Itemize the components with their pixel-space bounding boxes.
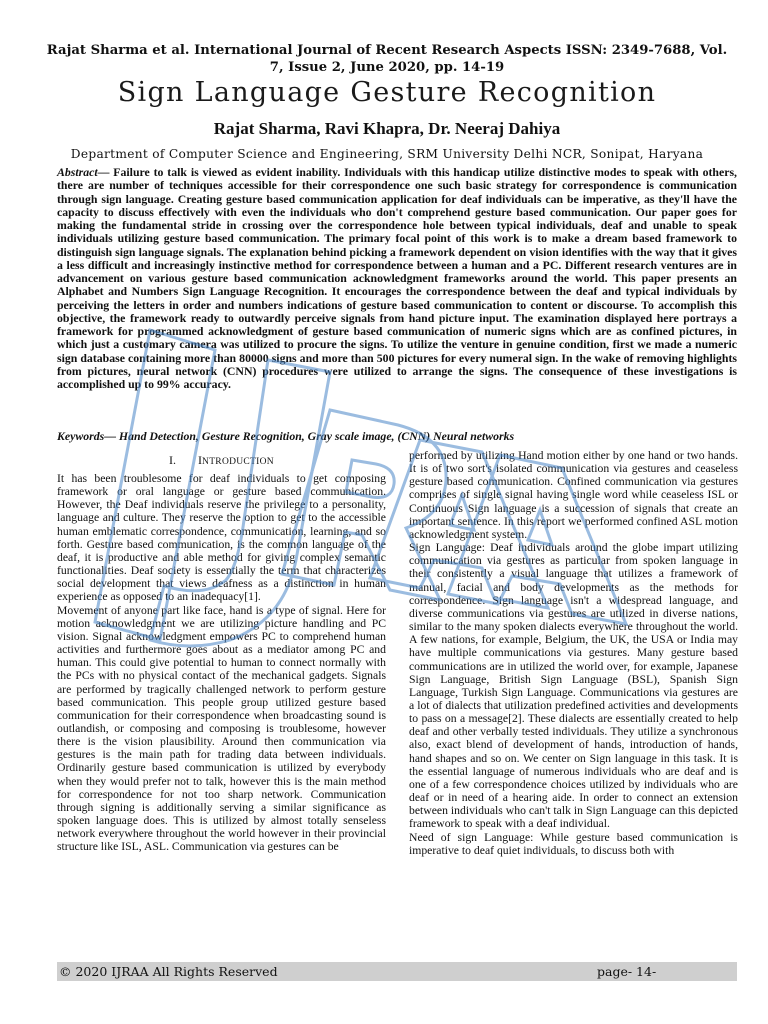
abstract	[57, 166, 737, 391]
body-paragraph: Movement of anyone part like face, hand is a type of signal. Here for motion acknowledgment we are utilizing picture handling and PC vision. Signal acknowledgment empowers PC to comprehend human activities and furthermore goes about as a mediator among PC and human. This could give potential to human to connect normally with the PCs with no physical contact of the mechanical gadgets. Signals are performed by tragically challenged network to perform gesture based communication. This people group utilized gesture based communication for their correspondence when broadcasting sound is outlandish, or composing and composing is troublesome, however there is the vision plausibility. Around then communication via gestures is the main path for trading data between individuals. Ordinarily gesture based communication is utilized by everybody when they would prefer not to talk, however this is the main method for correspondence for not too sharp network. Communication through signing is additionally serving a similar significance as spoken language does. This is utilized by almost totally senseless network everywhere throughout the world however in their provincial structure like ISL, ASL. Communication via gestures can be	[57, 603, 386, 854]
author-list: Rajat Sharma, Ravi Khapra, Dr. Neeraj Dahiya	[213, 119, 561, 138]
body-paragraph: It has been troublesome for deaf individuals to get composing framework or oral language or gesture based communication. However, the Deaf individuals reserve the privilege to a personality, language and culture. They reserve the option to get to the accessible human emblematic correspondence, communication, learning, and so forth. Gesture based communication, is the common language of the deaf, it is productive and able method for giving complex semantic functionalities. Deaf society is essentially the term that characterizes social development that views deafness as a distinction in human experience as opposed to an inadequacy[1].	[57, 472, 386, 604]
section-title-initial: I	[198, 453, 203, 467]
right-column	[409, 449, 738, 857]
body-paragraph: Need of sign Language: While gesture based communication is imperative to deaf quiet individuals, to discuss both with	[409, 830, 738, 857]
body-paragraph: Sign Language: Deaf individuals around the globe impart utilizing communication via gestures as particular from spoken language in their consistently a visual language that utilizes a framework of manual, facial and body developments as the methods for correspondence. Sign language isn't a widespread language, and diverse communications via gestures are utilized in diverse nations, similar to the many spoken dialects everywhere throughout the world. A few nations, for example, Belgium, the UK, the USA or India may have multiple communications via gestures. Many gesture based communications are in utilized the world over, for example, Japanese Sign Language, British Sign Language (BSL), Spanish Sign Language, Turkish Sign Language. Communications via gestures are a lot of dialects that utilization predefined activities and developments to pass on a message[2]. These dialects are essentially created to help deaf and other verbally tested individuals. They utilize a synchronous also, exact blend of development of hands, introduction of hands, hand shapes and so on. We center on Sign language in this task. It is the essential language of numerous individuals who are deaf and is one of a few correspondence choices utilized by individuals who are deaf or in need of a hearing aide. In order to connect an extension between individuals who can't talk in Sign Language can this depicted framework to speak with a deaf individual.	[409, 541, 738, 831]
running-head: Rajat Sharma et al. International Journal of Recent Research Aspects ISSN: 2349-7688, Vol. 7, Issue 2, June 2020, pp. 14-19	[46, 43, 728, 75]
paper-title: Sign Language Gesture Recognition	[117, 77, 657, 108]
affiliation: Department of Computer Science and Engineering, SRM University Delhi NCR, Sonipat, Haryana	[70, 147, 704, 161]
abstract-text: — Failure to talk is viewed as evident inability. Individuals with this handicap utilize distinctive modes to speak with others, there are number of techniques accessible for their correspondence one such basic strategy for correspondence is communication through sign language. Creating gesture based communication application for deaf individuals can be imperative, as they'll have the capacity to discuss effectively with even the individuals who don't comprehend gesture based communication. Our paper goes for making the fundamental stride in crossing over the correspondence hole between typical individuals, deaf and unable to speak individuals utilizing gesture based communication. The primary focal point of this work is to make a dream based framework to distinguish sign language signals. The explanation behind picking a framework dependent on vision identifies with the way that it gives a less difficult and increasingly instinctive method for correspondence between a human and a PC. Different research ventures are in advancement on various gesture based communication acknowledgment frameworks around the world. This paper presents an Alphabet and Numbers Sign Language Recognition. It encourages the correspondence between the deaf and typical individuals by perceiving the letters in order and numbers indications of gesture based communication to content or discourse. To accomplish this objective, the framework ready to outwardly perceive signals from hand picture input. The examination displayed here portrays a framework for programmed acknowledgment of gesture based communication of numeric signs which are as confined pictures, in which just a customary camera was utilized to procure the signs. To utilize the venture in genuine condition, first we made a numeric sign database containing more than 80000 signs and more than 500 pictures for every numeral sign. In the wake of removing highlights from pictures, neural network (CNN) procedures were utilized to arrange the signs. The consequence of these investigations is accomplished up to 99% accuracy.	[57, 165, 737, 391]
page-number: page- 14-	[597, 964, 657, 979]
section-number: I.	[169, 453, 177, 467]
page-footer	[57, 962, 737, 981]
left-column	[57, 452, 386, 854]
section-heading-introduction	[57, 452, 386, 470]
copyright-notice: © 2020 IJRAA All Rights Reserved	[59, 964, 278, 979]
body-paragraph: performed by utilizing Hand motion either by one hand or two hands. It is of two sort's isolated communication via gestures and ceaseless gesture based communication. Confined communication via gestures comprises of single signal having single word while ceaseless ISL or Continuous Sign language is a succession of signals that create an important sentence. In this report we performed confined ASL motion acknowledgment system.	[409, 449, 738, 541]
abstract-label: Abstract	[57, 165, 98, 179]
section-title-rest: NTRODUCTION	[202, 457, 274, 467]
keywords: Keywords— Hand Detection, Gesture Recognition, Gray scale image, (CNN) Neural networks	[57, 429, 515, 443]
